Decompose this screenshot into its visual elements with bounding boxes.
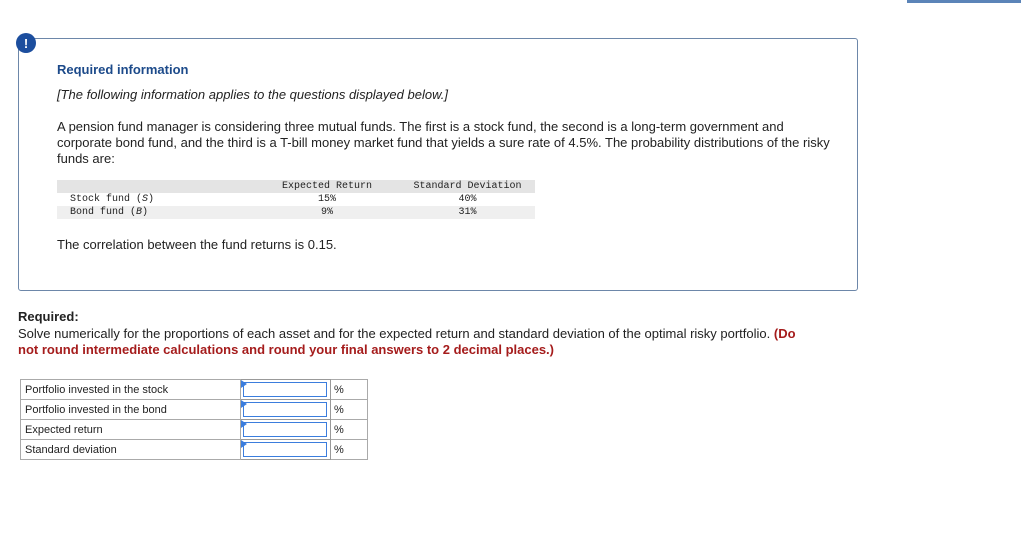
answer-label-std-dev: Standard deviation [21,440,241,460]
top-progress-bar [907,0,1021,3]
cell-marker-icon [241,400,247,408]
info-paragraph: A pension fund manager is considering three mutual funds. The first is a stock fund, the second is a long-term government and corporate bond fund, and the third is a T-bill money market fund that yields a sure rate of 4.5%. The probability distributions of the risky funds are: [57,119,830,166]
fund-std-dev: 31% [400,206,535,219]
table-row [21,400,368,420]
answer-table [20,379,368,460]
correlation-text: The correlation between the fund returns is 0.15. [57,237,337,252]
answer-label-stock: Portfolio invested in the stock [21,380,241,400]
unit-label: % [331,380,368,400]
table-header-expected-return: Expected Return [262,180,392,193]
table-header-std-dev: Standard Deviation [400,180,535,193]
cell-marker-icon [241,440,247,448]
answer-label-expected-return: Expected return [21,420,241,440]
table-row [57,206,535,219]
bond-proportion-input[interactable] [243,402,327,417]
table-header-blank [57,180,262,193]
unit-label: % [331,400,368,420]
table-row [57,193,535,206]
table-row [21,440,368,460]
stock-proportion-input[interactable] [243,382,327,397]
answer-label-bond: Portfolio invested in the bond [21,400,241,420]
expected-return-input[interactable] [243,422,327,437]
fund-expected-return: 15% [262,193,392,206]
alert-icon: ! [16,33,36,53]
fund-expected-return: 9% [262,206,392,219]
fund-name: Stock fund (S) [57,193,262,206]
table-row [21,420,368,440]
info-title: Required information [57,62,189,77]
unit-label: % [331,440,368,460]
std-dev-input[interactable] [243,442,327,457]
cell-marker-icon [241,420,247,428]
info-subtitle: [The following information applies to the questions displayed below.] [57,87,448,102]
required-information-panel [18,38,858,291]
required-instructions [18,326,818,358]
table-row [21,380,368,400]
unit-label: % [331,420,368,440]
fund-std-dev: 40% [400,193,535,206]
rounding-note: (Do not round intermediate calculations and round your final answers to 2 decimal places.) [18,326,796,357]
cell-marker-icon [241,380,247,388]
required-heading: Required: [18,309,79,324]
required-text: Solve numerically for the proportions of each asset and for the expected return and standard deviation of the optimal risky portfolio. [18,326,771,341]
fund-name: Bond fund (B) [57,206,262,219]
fund-distribution-table [57,180,535,219]
